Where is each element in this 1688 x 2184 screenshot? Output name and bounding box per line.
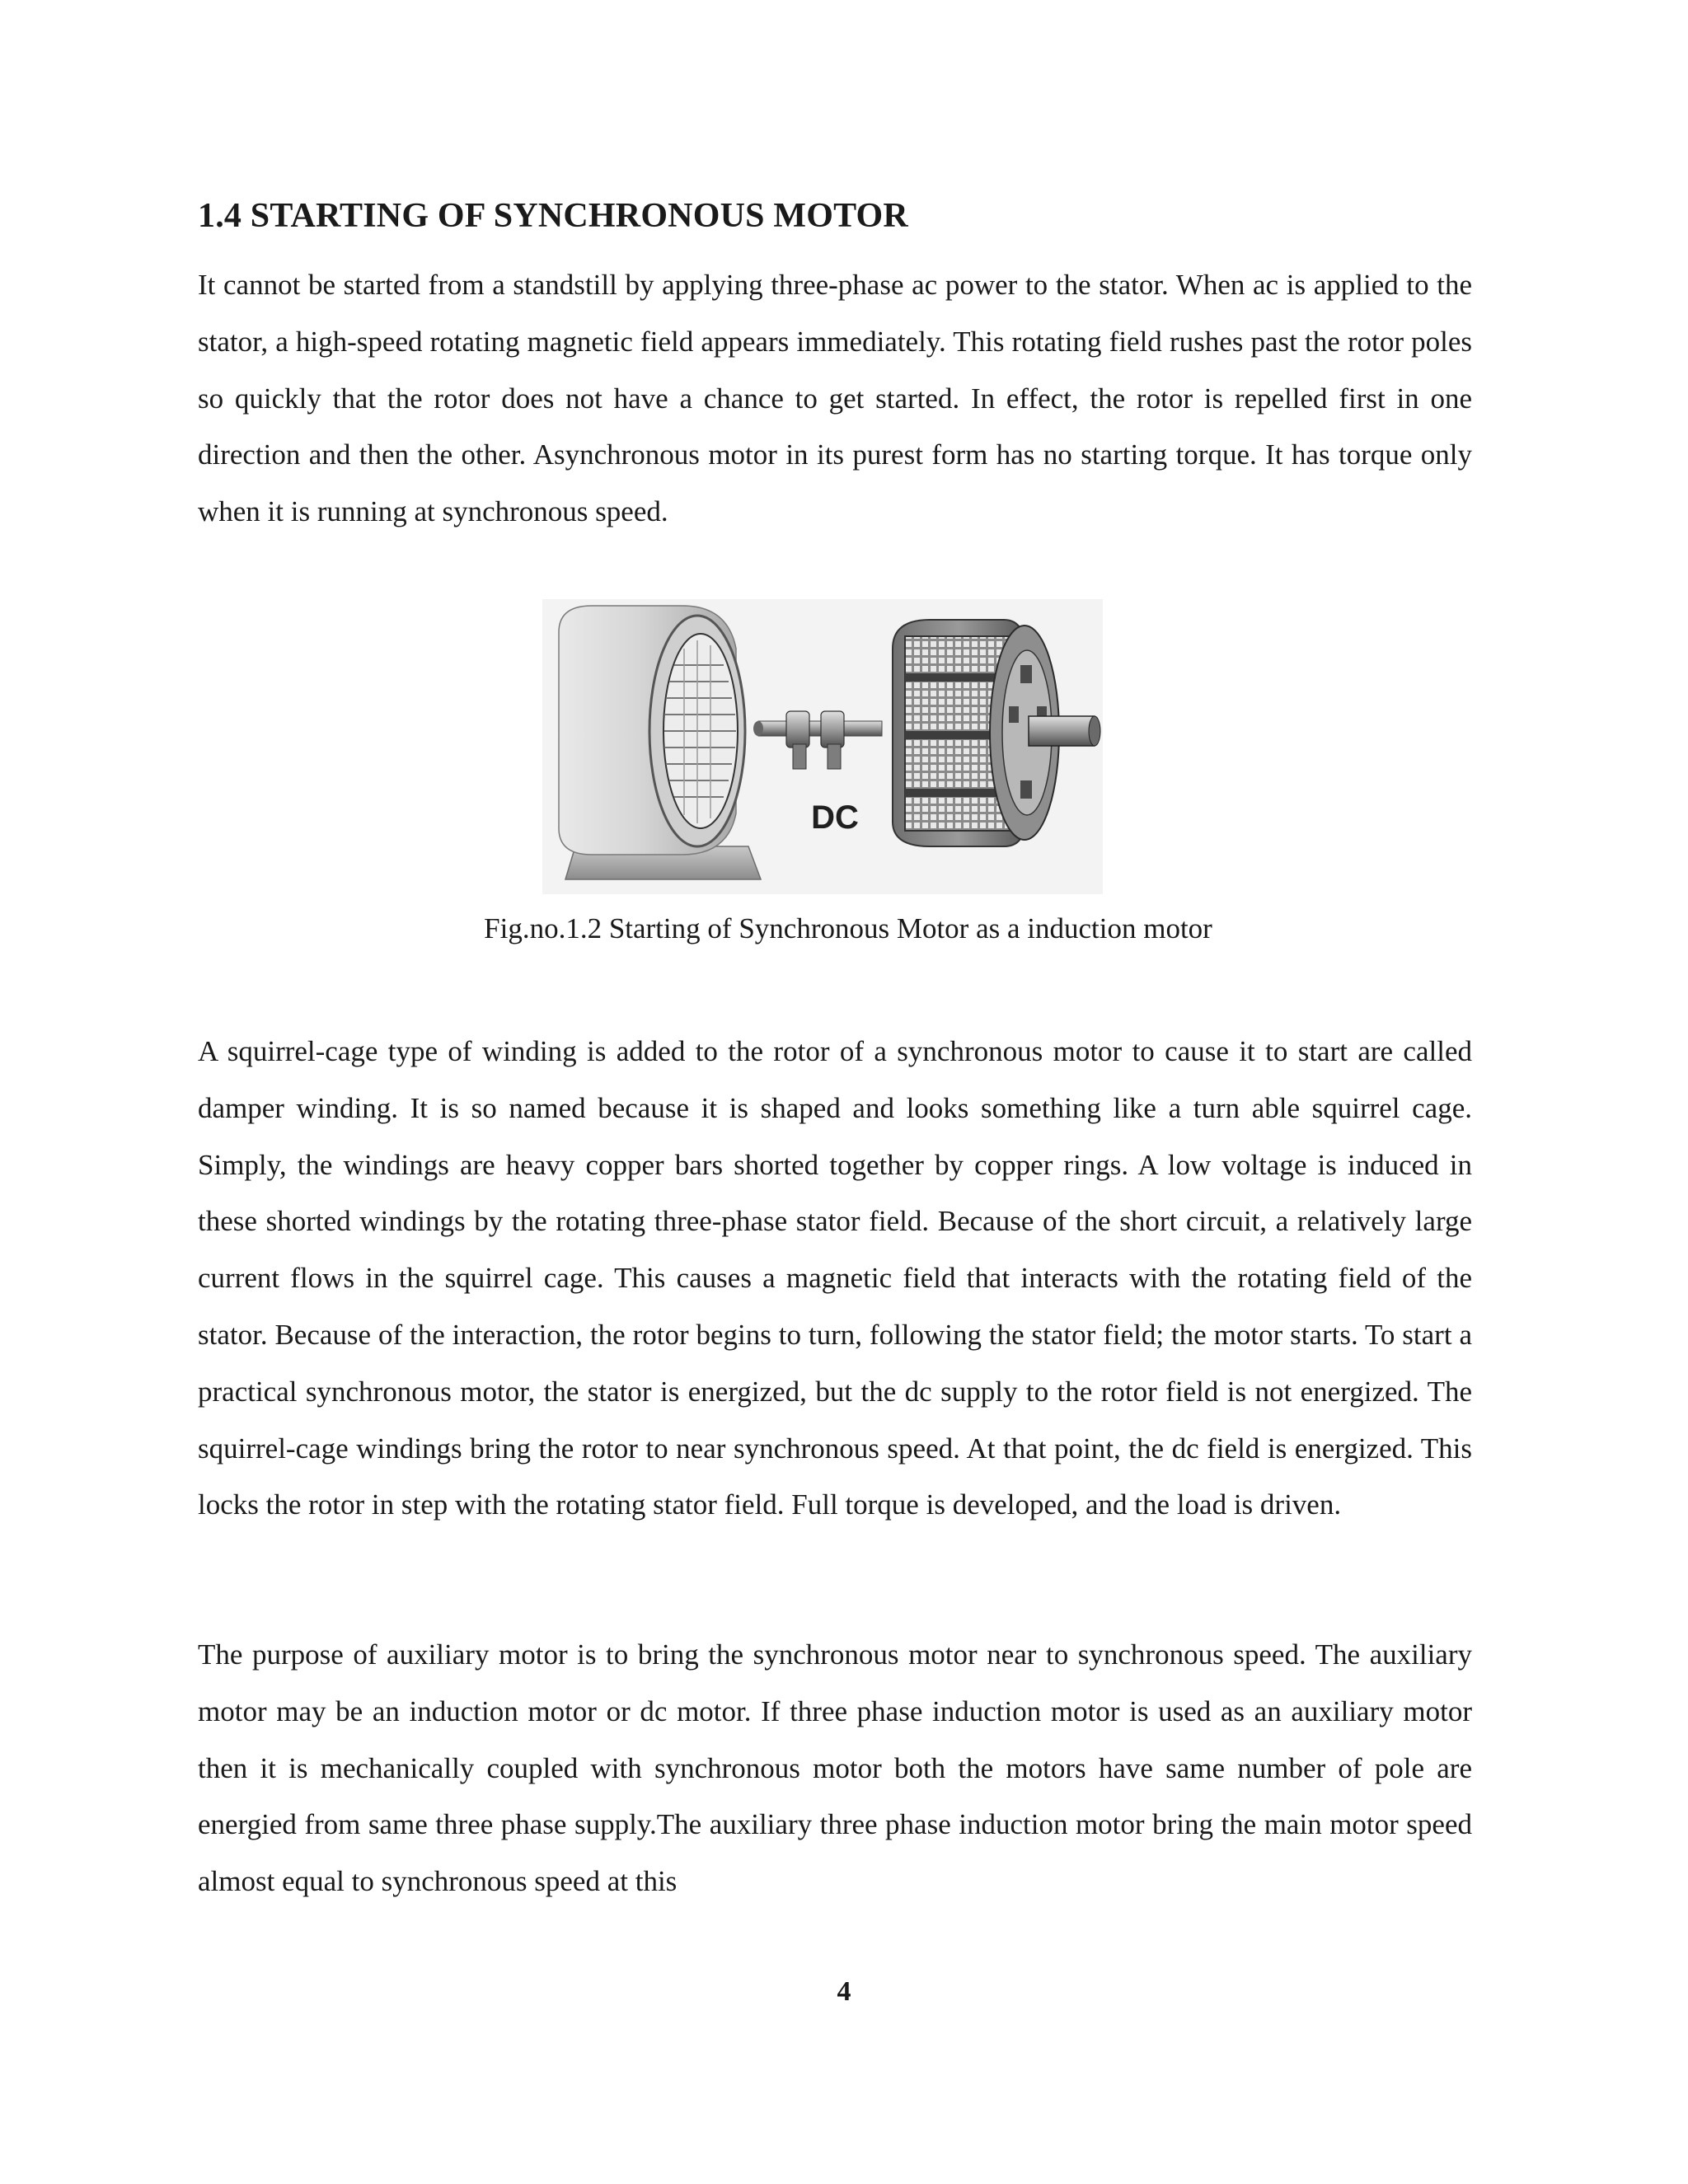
synchronous-motor-figure xyxy=(542,599,1103,894)
paragraph-starting-problem: It cannot be started from a standstill by applying three-phase ac power to the stator. When ac is applied to the stator, a high-speed rotating magnetic field appears immediately. This rotating field rushes past the rotor poles so quickly that the rotor does not have a chance to get started. In effect, the rotor is repelled first in one direction and then the other. Asynchronous motor in its purest form has no starting torque. It has torque only when it is running at synchronous speed. xyxy=(198,269,1472,528)
figure-caption: Fig.no.1.2 Starting of Synchronous Motor as a induction motor xyxy=(484,912,1212,944)
figure-dc-label: DC xyxy=(811,799,859,836)
section-heading: 1.4 STARTING OF SYNCHRONOUS MOTOR xyxy=(198,197,908,235)
page-number: 4 xyxy=(837,1976,851,2007)
paragraph-auxiliary-motor: The purpose of auxiliary motor is to bring the synchronous motor near to synchronous speed. The auxiliary motor may be an induction motor or dc motor. If three phase induction motor is used as an auxiliary motor then it is mechanically coupled with synchronous motor both the motors have same number of pole are energied from same three phase supply.The auxiliary three phase induction motor bring the main motor speed almost equal to synchronous speed at this xyxy=(198,1638,1472,1898)
paragraph-damper-winding: A squirrel-cage type of winding is added to the rotor of a synchronous motor to cause it to start are called damper winding. It is so named because it is shaped and looks something like a turn able squirrel cage. Simply, the windings are heavy copper bars shorted together by copper rings. A low voltage is induced in these shorted windings by the rotating three-phase stator field. Because of the short circuit, a relatively large current flows in the squirrel cage. This causes a magnetic field that interacts with the rotating field of the stator. Because of the interaction, the rotor begins to turn, following the stator field; the motor starts. To start a practical synchronous motor, the stator is energized, but the dc supply to the rotor field is not energized. The squirrel-cage windings bring the rotor to near synchronous speed. At that point, the dc field is energized. This locks the rotor in step with the rotating stator field. Full torque is developed, and the load is driven. xyxy=(198,1035,1472,1521)
